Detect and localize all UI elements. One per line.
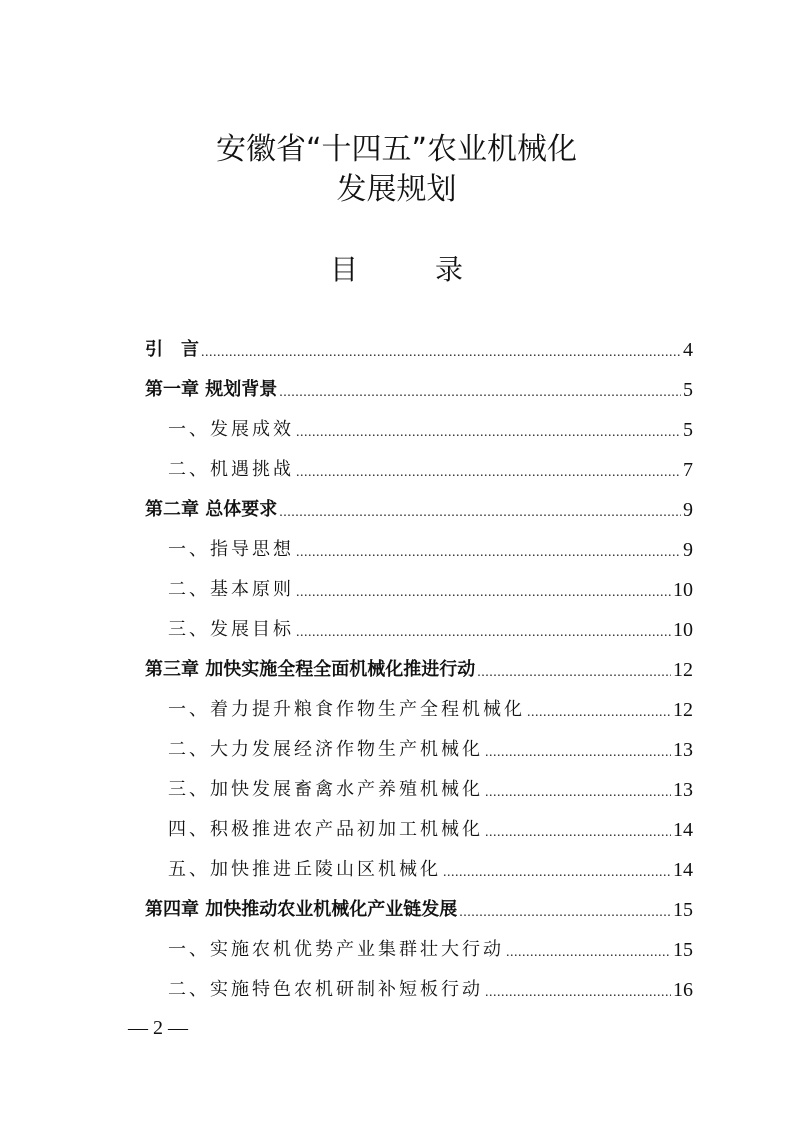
toc-page-number: 4 xyxy=(683,339,693,361)
document-title-line-1: 安徽省“十四五”农业机械化 xyxy=(215,132,578,167)
toc-page-number: 14 xyxy=(673,859,693,881)
toc-section-entry[interactable] xyxy=(0,610,693,650)
table-of-contents xyxy=(0,330,793,1010)
toc-entry-label: 三、发展目标 xyxy=(168,619,294,640)
toc-section-entry[interactable] xyxy=(0,690,693,730)
toc-page-number: 15 xyxy=(673,939,693,961)
toc-page-number: 13 xyxy=(673,739,693,761)
toc-entry-label: 第一章 规划背景 xyxy=(145,379,278,400)
toc-entry-label: 第二章 总体要求 xyxy=(145,499,278,520)
toc-page-number: 15 xyxy=(673,899,693,921)
toc-chapter-entry[interactable] xyxy=(0,650,693,690)
toc-page-number: 9 xyxy=(683,499,693,521)
toc-entry-label: 第三章 加快实施全程全面机械化推进行动 xyxy=(145,659,476,680)
toc-dot-leader xyxy=(459,901,671,925)
toc-dot-leader xyxy=(279,501,681,525)
toc-entry-label: 第四章 加快推动农业机械化产业链发展 xyxy=(145,899,458,920)
toc-dot-leader xyxy=(485,741,671,765)
toc-page-number: 14 xyxy=(673,819,693,841)
toc-page-number: 12 xyxy=(673,659,693,681)
toc-section-entry[interactable] xyxy=(0,850,693,890)
toc-chapter-entry[interactable] xyxy=(0,330,693,370)
toc-dot-leader xyxy=(485,981,671,1005)
toc-section-entry[interactable] xyxy=(0,730,693,770)
toc-entry-label: 二、大力发展经济作物生产机械化 xyxy=(168,739,483,760)
toc-chapter-entry[interactable] xyxy=(0,890,693,930)
toc-page-number: 13 xyxy=(673,779,693,801)
toc-entry-label: 一、着力提升粮食作物生产全程机械化 xyxy=(168,699,525,720)
toc-entry-label: 一、指导思想 xyxy=(168,539,294,560)
document-title-line-2: 发展规划 xyxy=(336,172,457,207)
toc-page-number: 10 xyxy=(673,579,693,601)
toc-page-number: 7 xyxy=(683,459,693,481)
toc-dot-leader xyxy=(296,461,681,485)
toc-page-number: 16 xyxy=(673,979,693,1001)
toc-page-number: 5 xyxy=(683,379,693,401)
toc-page-number: 10 xyxy=(673,619,693,641)
toc-entry-label: 三、加快发展畜禽水产养殖机械化 xyxy=(168,779,483,800)
toc-dot-leader xyxy=(296,541,681,565)
toc-dot-leader xyxy=(485,821,671,845)
toc-section-entry[interactable] xyxy=(0,930,693,970)
toc-entry-label: 引 言 xyxy=(145,339,199,360)
toc-dot-leader xyxy=(201,341,681,365)
toc-section-entry[interactable] xyxy=(0,770,693,810)
toc-dot-leader xyxy=(506,941,671,965)
toc-entry-label: 五、加快推进丘陵山区机械化 xyxy=(168,859,441,880)
page-number-footer: — 2 — xyxy=(128,1017,188,1039)
toc-entry-label: 一、实施农机优势产业集群壮大行动 xyxy=(168,939,504,960)
toc-section-entry[interactable] xyxy=(0,970,693,1010)
toc-dot-leader xyxy=(296,581,671,605)
toc-entry-label: 二、机遇挑战 xyxy=(168,459,294,480)
toc-dot-leader xyxy=(279,381,681,405)
toc-chapter-entry[interactable] xyxy=(0,490,693,530)
toc-section-entry[interactable] xyxy=(0,450,693,490)
toc-section-entry[interactable] xyxy=(0,410,693,450)
toc-entry-label: 一、发展成效 xyxy=(168,419,294,440)
toc-page-number: 12 xyxy=(673,699,693,721)
toc-heading: 目 录 xyxy=(330,253,497,286)
toc-dot-leader xyxy=(296,621,671,645)
toc-entry-label: 二、基本原则 xyxy=(168,579,294,600)
toc-dot-leader xyxy=(527,701,671,725)
toc-page-number: 9 xyxy=(683,539,693,561)
toc-entry-label: 二、实施特色农机研制补短板行动 xyxy=(168,979,483,1000)
toc-page-number: 5 xyxy=(683,419,693,441)
toc-dot-leader xyxy=(477,661,671,685)
toc-section-entry[interactable] xyxy=(0,810,693,850)
toc-section-entry[interactable] xyxy=(0,530,693,570)
toc-dot-leader xyxy=(296,421,681,445)
toc-dot-leader xyxy=(485,781,671,805)
toc-entry-label: 四、积极推进农产品初加工机械化 xyxy=(168,819,483,840)
toc-section-entry[interactable] xyxy=(0,570,693,610)
toc-dot-leader xyxy=(443,861,671,885)
toc-chapter-entry[interactable] xyxy=(0,370,693,410)
